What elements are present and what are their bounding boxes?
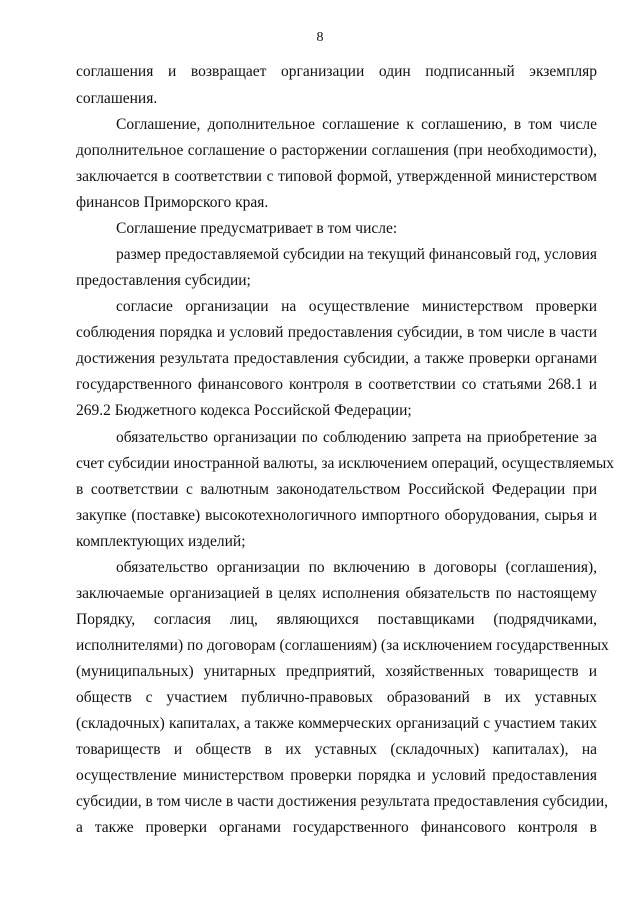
text-line: осуществление министерством проверки порядка и условий предоставления: [76, 767, 597, 784]
text-line: достижения результата предоставления субсидии, а также проверки органами: [76, 350, 597, 367]
text-line: счет субсидии иностранной валюты, за исключением операций, осуществляемых: [76, 455, 614, 472]
text-line: согласие организации на осуществление министерством проверки: [116, 298, 597, 315]
text-line: обязательство организации по соблюдению запрета на приобретение за: [116, 429, 597, 446]
text-line: в соответствии с валютным законодательством Российской Федерации при: [76, 481, 597, 498]
text-line: субсидии, в том числе в части достижения результата предоставления субсидии,: [76, 793, 608, 810]
text-line: 269.2 Бюджетного кодекса Российской Федерации;: [76, 402, 412, 419]
text-line: заключаемые организацией в целях исполнения обязательств по настоящему: [76, 585, 597, 602]
text-line: соблюдения порядка и условий предоставления субсидии, в том числе в части: [76, 324, 597, 341]
text-line: дополнительное соглашение о расторжении соглашения (при необходимости),: [76, 142, 597, 159]
text-line: закупке (поставке) высокотехнологичного импортного оборудования, сырья и: [76, 507, 597, 524]
text-line: товариществ и обществ в их уставных (складочных) капиталах), на: [76, 741, 597, 758]
text-line: исполнителями) по договорам (соглашениям) (за исключением государственных: [76, 637, 609, 654]
page-number: 8: [316, 30, 324, 45]
text-line: предоставления субсидии;: [76, 272, 251, 289]
text-line: заключается в соответствии с типовой формой, утвержденной министерством: [76, 168, 597, 185]
text-line: Порядку, согласия лиц, являющихся поставщиками (подрядчиками,: [76, 611, 597, 628]
text-line: а также проверки органами государственного финансового контроля в: [76, 819, 597, 836]
text-line: обществ с участием публично-правовых образований в их уставных: [76, 689, 597, 706]
text-line: Соглашение предусматривает в том числе:: [116, 220, 398, 237]
text-line: Соглашение, дополнительное соглашение к соглашению, в том числе: [116, 116, 597, 133]
text-line: размер предоставляемой субсидии на текущий финансовый год, условия: [116, 246, 597, 263]
text-line: обязательство организации по включению в договоры (соглашения),: [116, 559, 597, 576]
text-line: комплектующих изделий;: [76, 533, 246, 550]
text-line: финансов Приморского края.: [76, 194, 269, 211]
text-line: соглашения.: [76, 90, 158, 107]
text-line: соглашения и возвращает организации один подписанный экземпляр: [76, 63, 597, 80]
text-line: (муниципальных) унитарных предприятий, хозяйственных товариществ и: [76, 663, 597, 680]
text-line: государственного финансового контроля в соответствии со статьями 268.1 и: [76, 376, 597, 393]
text-line: (складочных) капиталах, а также коммерческих организаций с участием таких: [76, 715, 597, 732]
